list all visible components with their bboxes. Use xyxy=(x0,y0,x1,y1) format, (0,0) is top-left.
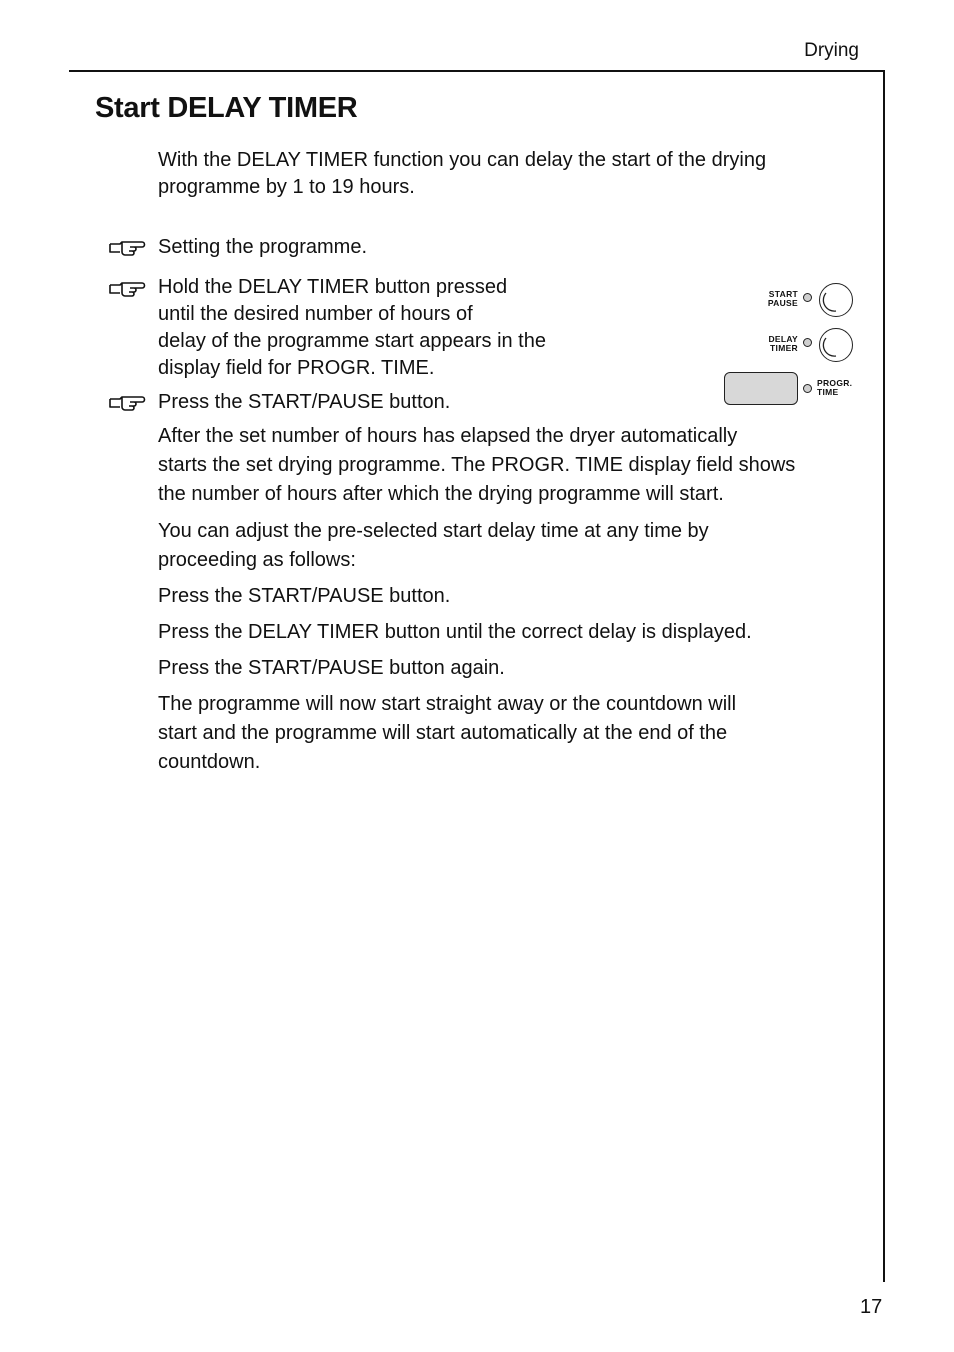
pointing-hand-icon xyxy=(108,278,146,300)
delay-timer-button xyxy=(819,328,853,362)
start-pause-label: START PAUSE xyxy=(767,289,798,308)
progr-time-label: PROGR. TIME xyxy=(817,378,853,397)
start-pause-led xyxy=(803,293,812,302)
step-text: Press the START/PAUSE button. xyxy=(158,391,451,413)
header-section: Drying xyxy=(804,40,859,61)
body-paragraph xyxy=(158,690,736,777)
delay-timer-label: DELAY TIMER xyxy=(768,334,798,353)
start-pause-button xyxy=(819,283,853,317)
delay-timer-led xyxy=(803,338,812,347)
body-line: proceeding as follows: xyxy=(158,549,356,571)
header-rule xyxy=(69,70,885,72)
progr-time-led xyxy=(803,384,812,393)
body-line: The programme will now start straight away or the countdown will xyxy=(158,693,737,715)
body-paragraph: Press the START/PAUSE button again. xyxy=(158,657,505,679)
step-line: delay of the programme start appears in the xyxy=(158,330,546,352)
pointing-hand-icon xyxy=(108,392,146,414)
body-line: the number of hours after which the drying programme will start. xyxy=(158,483,724,505)
body-paragraph xyxy=(158,422,795,509)
step-text: Setting the programme. xyxy=(158,236,367,258)
page-number: 17 xyxy=(860,1296,883,1318)
margin-rule xyxy=(883,70,885,1282)
body-line: start and the programme will start automatically at the end of the xyxy=(158,722,728,744)
body-paragraph: Press the DELAY TIMER button until the correct delay is displayed. xyxy=(158,621,752,643)
intro-line: With the DELAY TIMER function you can delay the start of the drying xyxy=(158,149,767,171)
step-text xyxy=(158,274,546,382)
pointing-hand-icon xyxy=(108,237,146,259)
intro-paragraph xyxy=(158,147,766,201)
body-line: starts the set drying programme. The PROGR. TIME display field shows xyxy=(158,454,796,476)
body-paragraph: Press the START/PAUSE button. xyxy=(158,585,451,607)
progr-time-display xyxy=(724,372,798,405)
body-line: countdown. xyxy=(158,751,261,773)
step-line: Hold the DELAY TIMER button pressed xyxy=(158,276,508,298)
control-panel-illustration xyxy=(720,280,860,410)
body-line: After the set number of hours has elapsed the dryer automatically xyxy=(158,425,738,447)
body-line: You can adjust the pre-selected start delay time at any time by xyxy=(158,520,709,542)
body-paragraph xyxy=(158,517,709,575)
intro-line: programme by 1 to 19 hours. xyxy=(158,176,415,198)
step-line: display field for PROGR. TIME. xyxy=(158,357,435,379)
step-line: until the desired number of hours of xyxy=(158,303,473,325)
page-title: Start DELAY TIMER xyxy=(95,92,358,124)
